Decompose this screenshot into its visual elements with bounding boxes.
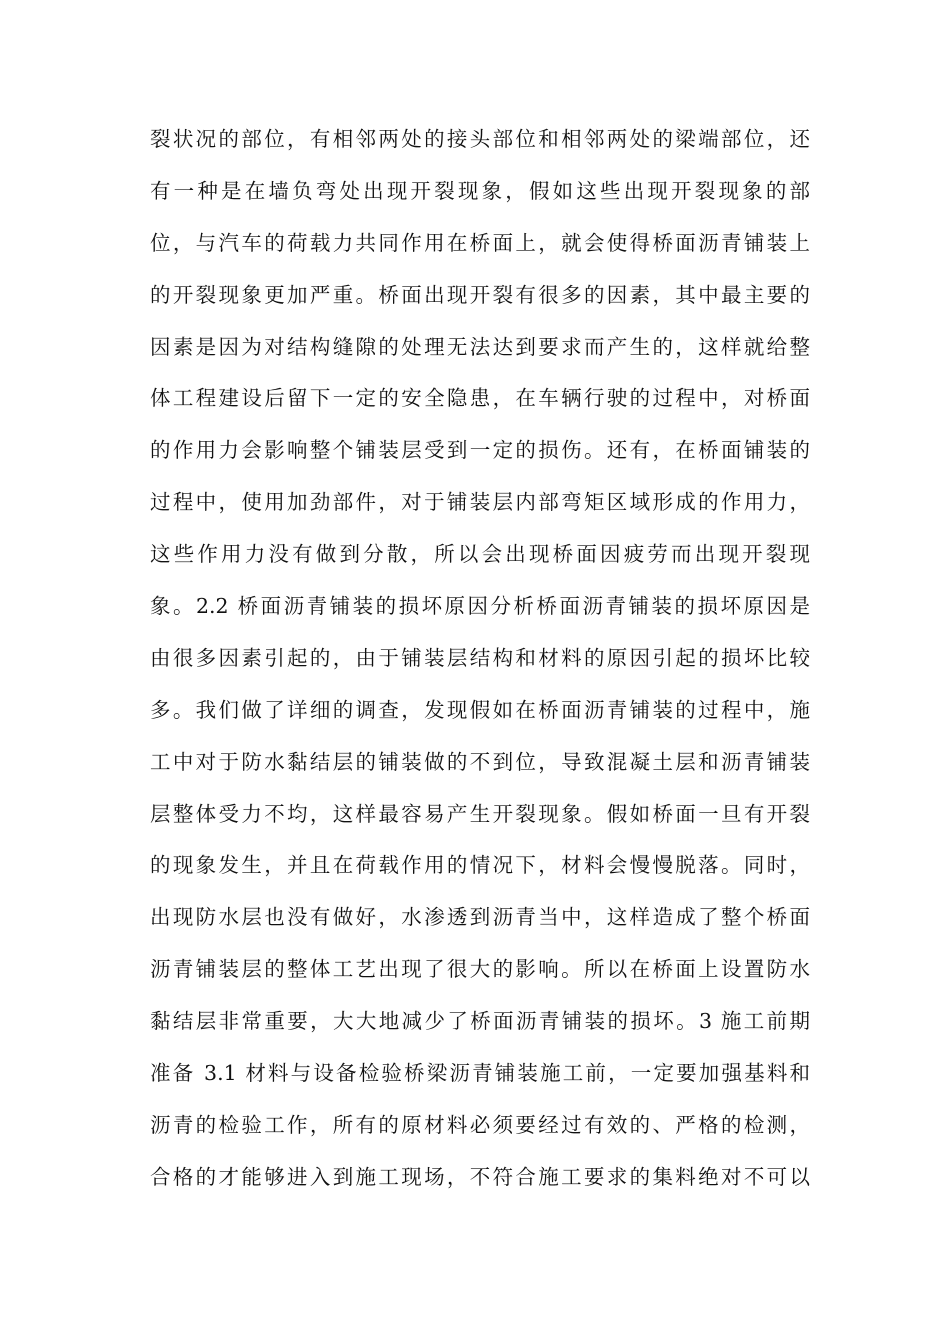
text-line: 沥青的检验工作，所有的原材料必须要经过有效的、严格的检测， [150,1112,810,1137]
text-line: 的现象发生，并且在荷载作用的情况下，材料会慢慢脱落。同时， [150,853,810,878]
text-line: 准备 3.1 材料与设备检验桥梁沥青铺装施工前，一定要加强基料和 [150,1061,810,1086]
body-paragraph [150,119,810,1209]
text-line: 的作用力会影响整个铺装层受到一定的损伤。还有，在桥面铺装的 [150,438,810,463]
text-line: 体工程建设后留下一定的安全隐患，在车辆行驶的过程中，对桥面 [150,386,810,411]
text-line: 裂状况的部位，有相邻两处的接头部位和相邻两处的梁端部位，还 [150,127,810,151]
text-line: 过程中，使用加劲部件，对于铺装层内部弯矩区域形成的作用力， [150,490,810,515]
text-line: 由很多因素引起的，由于铺装层结构和材料的原因引起的损坏比较 [150,645,810,670]
text-line: 层整体受力不均，这样最容易产生开裂现象。假如桥面一旦有开裂 [150,801,810,826]
text-line: 因素是因为对结构缝隙的处理无法达到要求而产生的，这样就给整 [150,334,810,359]
text-line: 象。2.2 桥面沥青铺装的损坏原因分析桥面沥青铺装的损坏原因是 [150,594,810,619]
text-line: 合格的才能够进入到施工现场，不符合施工要求的集料绝对不可以 [150,1164,810,1189]
text-line: 多。我们做了详细的调查，发现假如在桥面沥青铺装的过程中，施 [150,697,810,722]
text-line: 这些作用力没有做到分散，所以会出现桥面因疲劳而出现开裂现 [150,542,810,567]
text-line: 位，与汽车的荷载力共同作用在桥面上，就会使得桥面沥青铺装上 [150,230,810,255]
text-line: 黏结层非常重要，大大地减少了桥面沥青铺装的损坏。3 施工前期 [150,1009,810,1034]
text-line: 出现防水层也没有做好，水渗透到沥青当中，这样造成了整个桥面 [150,905,810,930]
text-line: 工中对于防水黏结层的铺装做的不到位，导致混凝土层和沥青铺装 [150,749,810,774]
text-line: 有一种是在墙负弯处出现开裂现象，假如这些出现开裂现象的部 [150,178,810,203]
text-line: 的开裂现象更加严重。桥面出现开裂有很多的因素，其中最主要的 [150,282,810,307]
text-line: 沥青铺装层的整体工艺出现了很大的影响。所以在桥面上设置防水 [150,957,810,982]
